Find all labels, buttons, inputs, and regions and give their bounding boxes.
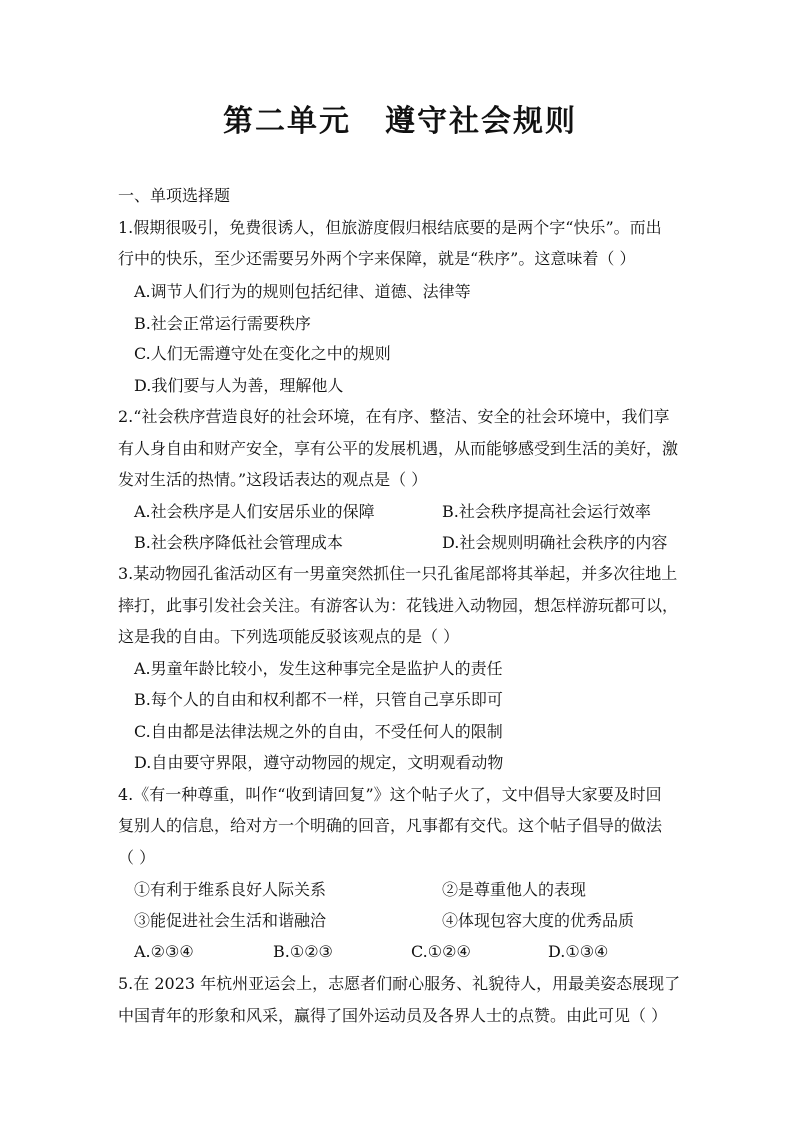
- question-1-stem-line-1: 1.假期很吸引，免费很诱人，但旅游度假归根结底要的是两个字“快乐”。而出: [118, 218, 662, 237]
- question-4-stem-line-1: 4.《有一种尊重，叫作“收到请回复”》这个帖子火了，文中倡导大家要及时回: [118, 785, 662, 804]
- question-4-statement-4: ④体现包容大度的优秀品质: [442, 911, 635, 930]
- question-4-option-c: C.①②④: [411, 942, 471, 961]
- question-2-option-d: D.社会规则明确社会秩序的内容: [442, 533, 668, 552]
- question-2-stem-line-2: 有人身自由和财产安全，享有公平的发展机遇，从而能够感受到生活的美好，激: [118, 439, 679, 458]
- question-1-stem-line-2: 行中的快乐，至少还需要另外两个字来保障，就是“秩序”。这意味着（ ）: [118, 249, 636, 268]
- question-1-option-d: D.我们要与人为善，理解他人: [134, 376, 344, 395]
- question-4-stem-line-2: 复别人的信息，给对方一个明确的回音，凡事都有交代。这个帖子倡导的做法: [118, 816, 663, 835]
- section-heading: 一、单项选择题: [118, 186, 231, 205]
- question-2-stem-line-3: 发对生活的热情。”这段话表达的观点是（ ）: [118, 470, 428, 489]
- question-3-option-a: A.男童年龄比较小，发生这种事完全是监护人的责任: [134, 659, 503, 678]
- question-2-option-b: B.社会秩序提高社会运行效率: [442, 502, 651, 521]
- question-3-stem-line-1: 3.某动物园孔雀活动区有一男童突然抓住一只孔雀尾部将其举起，并多次往地上: [118, 564, 678, 583]
- question-4-statement-3: ③能促进社会生活和谐融洽: [134, 911, 327, 930]
- question-4-option-d: D.①③④: [548, 942, 609, 961]
- question-4-option-a: A.②③④: [134, 942, 194, 961]
- question-3-option-d: D.自由要守界限，遵守动物园的规定，文明观看动物: [134, 753, 504, 772]
- question-2-stem-line-1: 2.“社会秩序营造良好的社会环境，在有序、整洁、安全的社会环境中，我们享: [118, 407, 670, 426]
- question-1-option-b: B.社会正常运行需要秩序: [134, 314, 311, 333]
- question-3-option-c: C.自由都是法律法规之外的自由，不受任何人的限制: [134, 722, 503, 741]
- question-3-stem-line-3: 这是我的自由。下列选项能反驳该观点的是（ ）: [118, 627, 460, 646]
- question-3-stem-line-2: 摔打，此事引发社会关注。有游客认为：花钱进入动物园，想怎样游玩都可以，: [118, 596, 679, 615]
- question-4-statement-2: ②是尊重他人的表现: [442, 880, 587, 899]
- question-5-stem-line-1: 5.在 2023 年杭州亚运会上，志愿者们耐心服务、礼貌待人，用最美姿态展现了: [118, 974, 681, 993]
- question-4-option-b: B.①②③: [273, 942, 333, 961]
- question-4-stem-line-3: （ ）: [118, 848, 156, 867]
- page-title: [0, 96, 800, 140]
- question-2-option-c: B.社会秩序降低社会管理成本: [134, 533, 343, 552]
- question-1-option-c: C.人们无需遵守处在变化之中的规则: [134, 344, 391, 363]
- question-1-option-a: A.调节人们行为的规则包括纪律、道德、法律等: [134, 282, 471, 301]
- question-2-option-a: A.社会秩序是人们安居乐业的保障: [134, 502, 375, 521]
- question-5-stem-line-2: 中国青年的形象和风采，赢得了国外运动员及各界人士的点赞。由此可见（ ）: [118, 1006, 668, 1025]
- question-3-option-b: B.每个人的自由和权利都不一样，只管自己享乐即可: [134, 690, 503, 709]
- unit-title: 遵守社会规则: [385, 104, 577, 139]
- question-4-statement-1: ①有利于维系良好人际关系: [134, 880, 327, 899]
- unit-label: 第二单元: [223, 104, 351, 139]
